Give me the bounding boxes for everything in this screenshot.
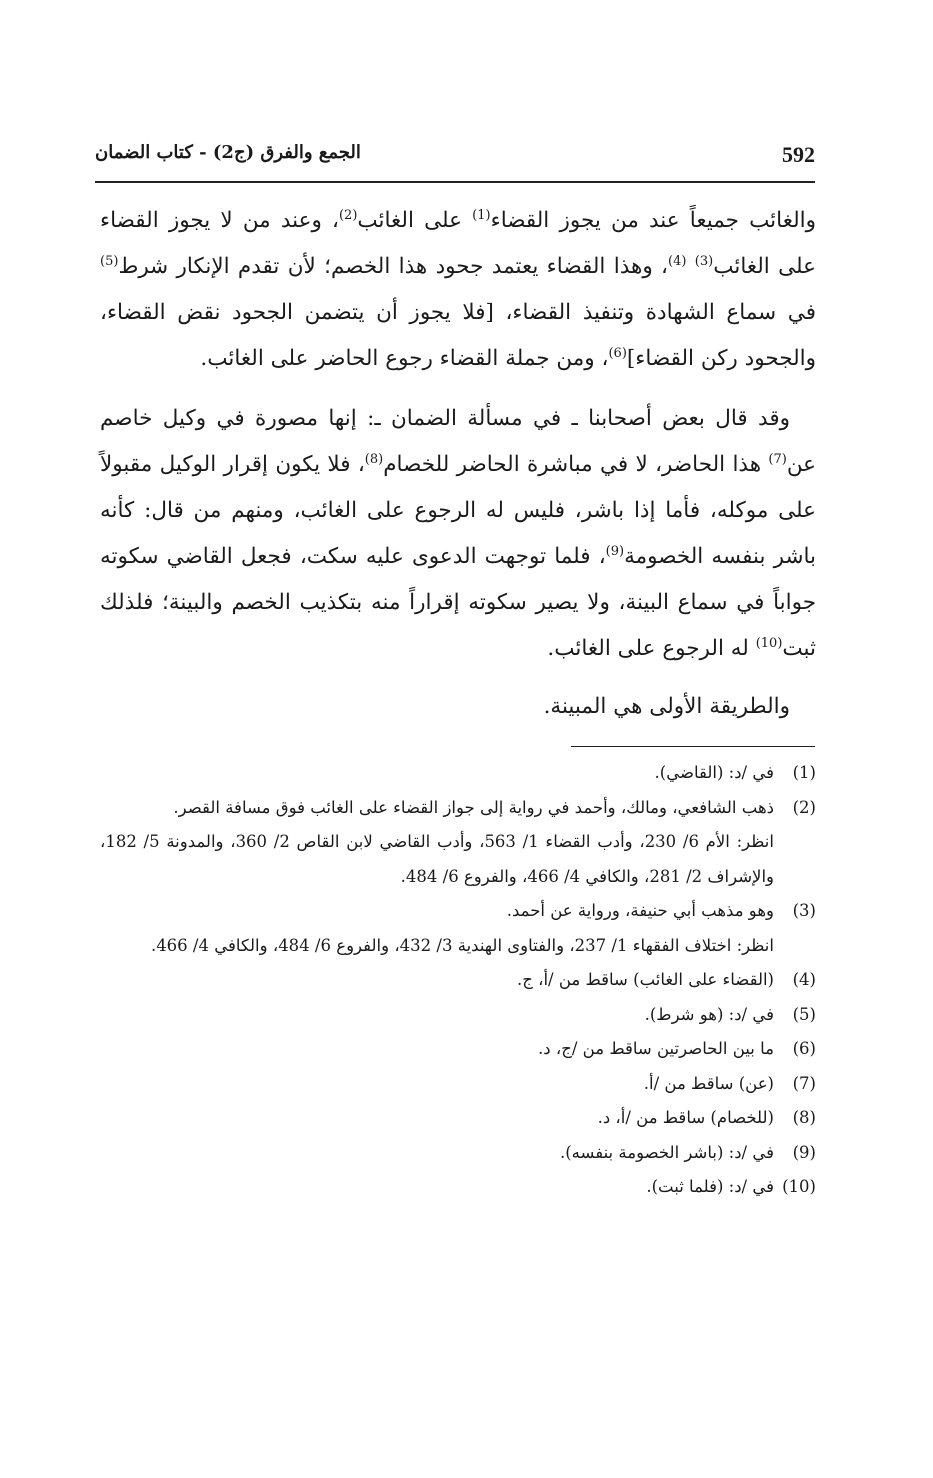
footnote-8: [100, 1101, 816, 1136]
footnote-ref-9[interactable]: (9): [605, 543, 625, 559]
footnote-number: (9): [792, 1142, 816, 1162]
footnote-line: انظر: الأم 6/ 230، وأدب القضاء 1/ 563، وأدب القاضي لابن القاص 2/ 360، والمدونة 5/ 182، والإشراف 2/ 281، والكافي 4/ 466، والفروع 6/ 484.: [100, 832, 774, 886]
footnote-5: [100, 998, 816, 1033]
paragraph-3: والطريقة الأولى هي المبينة.: [543, 694, 790, 719]
footnote-line: في /د: (القاضي).: [654, 763, 774, 782]
footnote-ref-4[interactable]: (4): [668, 253, 687, 269]
header-rule: [95, 181, 815, 183]
running-title: الجمع والفرق (ج2) - كتاب الضمان: [95, 142, 361, 163]
footnote-body: [100, 1170, 774, 1205]
footnote-ref-8[interactable]: (8): [364, 451, 384, 467]
footnote-body: [100, 963, 774, 998]
text-run: له الرجوع على الغائب.: [547, 636, 756, 661]
paragraph-1: [100, 198, 816, 382]
running-header: [95, 140, 815, 176]
footnote-line: وهو مذهب أبي حنيفة، ورواية عن أحمد.: [506, 901, 774, 920]
footnote-body: [100, 1032, 774, 1067]
text-run: ، ومن جملة القضاء رجوع الحاضر على الغائب.: [200, 346, 609, 371]
footnote-4: [100, 963, 816, 998]
main-text: [100, 198, 816, 730]
footnote-number: (2): [792, 797, 816, 817]
text-run: في سماع الشهادة وتنفيذ القضاء، [فلا يجوز أن يتضمن الجحود نقض القضاء، والجحود ركن القضاء]: [100, 300, 816, 371]
footnote-separator: [571, 746, 815, 747]
page-number: 592: [782, 142, 815, 167]
footnote-body: [100, 756, 774, 791]
footnote-line: في /د: (هو شرط).: [644, 1004, 774, 1024]
footnote-6: [100, 1032, 816, 1067]
footnote-2: [100, 791, 816, 895]
footnote-10: [100, 1170, 816, 1205]
footnote-body: [100, 1067, 774, 1102]
text-run: على الغائب: [357, 208, 473, 233]
paragraph-gap: [100, 672, 816, 684]
paragraph-2: [100, 396, 816, 672]
footnote-line: في /د: (باشر الخصومة بنفسه).: [559, 1142, 774, 1162]
text-run: ، وعند من لا يجوز القضاء على الغائب: [100, 208, 816, 279]
footnote-number: (1): [792, 763, 816, 782]
paragraph-gap: [100, 382, 816, 396]
footnote-line: (عن) ساقط من /أ.: [643, 1073, 774, 1093]
text-run: ، فلما توجهت الدعوى عليه سكت، فجعل القاضي سكوته جواباً في سماع البينة، ولا يصير سكوته إقراراً منه بتكذيب الخصم والبينة؛ فلذلك ثبت: [100, 544, 816, 661]
footnotes: [100, 756, 816, 1205]
footnote-1: [100, 756, 816, 791]
footnote-number: (7): [792, 1073, 816, 1093]
footnote-7: [100, 1067, 816, 1102]
footnote-ref-1[interactable]: (1): [472, 207, 491, 223]
text-run: وقد قال بعض أصحابنا ـ في مسألة الضمان ـ: إنها مصورة في وكيل خاصم عن: [100, 406, 817, 477]
footnote-body: [100, 998, 774, 1033]
footnote-9: [100, 1136, 816, 1171]
footnote-ref-10[interactable]: (10): [755, 635, 783, 651]
footnote-line: ذهب الشافعي، ومالك، وأحمد في رواية إلى جواز القضاء على الغائب فوق مسافة القصر.: [173, 797, 774, 817]
footnote-ref-3[interactable]: (3): [694, 253, 714, 269]
footnote-body: [100, 1101, 774, 1136]
footnote-number: (8): [792, 1108, 816, 1127]
footnote-ref-5[interactable]: (5): [100, 253, 119, 269]
text-run: والغائب جميعاً عند من يجوز القضاء: [490, 208, 817, 233]
footnote-ref-7[interactable]: (7): [768, 451, 787, 467]
footnote-number: (6): [792, 1039, 816, 1058]
footnote-line: انظر: اختلاف الفقهاء 1/ 237، والفتاوى الهندية 3/ 432، والفروع 6/ 484، والكافي 4/ 466.: [150, 935, 774, 955]
footnote-body: [100, 791, 774, 895]
footnote-body: [100, 1136, 774, 1171]
footnote-number: (3): [792, 901, 816, 920]
footnote-line: ما بين الحاصرتين ساقط من /ج، د.: [538, 1039, 774, 1058]
footnote-number: (10): [782, 1177, 816, 1196]
footnote-line: (القضاء على الغائب) ساقط من /أ، ج.: [516, 970, 774, 989]
text-run: ، وهذا القضاء يعتمد جحود هذا الخصم؛ لأن تقدم الإنكار شرط: [118, 254, 668, 279]
footnote-3: [100, 894, 816, 963]
text-run: هذا الحاضر، لا في مباشرة الحاضر للخصام: [383, 452, 769, 477]
footnote-number: (5): [792, 1004, 816, 1024]
footnote-line: (للخصام) ساقط من /أ، د.: [597, 1108, 774, 1127]
footnote-body: [100, 894, 774, 963]
text-run: ، فلا يكون إقرار الوكيل مقبولاً على موكله، فأما إذا باشر، فليس له الرجوع على الغائب، ومنهم من قال: كأنه باشر بنفسه الخصومة: [100, 452, 816, 569]
footnote-ref-6[interactable]: (6): [608, 345, 627, 361]
footnote-number: (4): [792, 970, 816, 989]
footnote-ref-2[interactable]: (2): [338, 207, 358, 223]
footnote-line: في /د: (فلما ثبت).: [646, 1177, 774, 1196]
